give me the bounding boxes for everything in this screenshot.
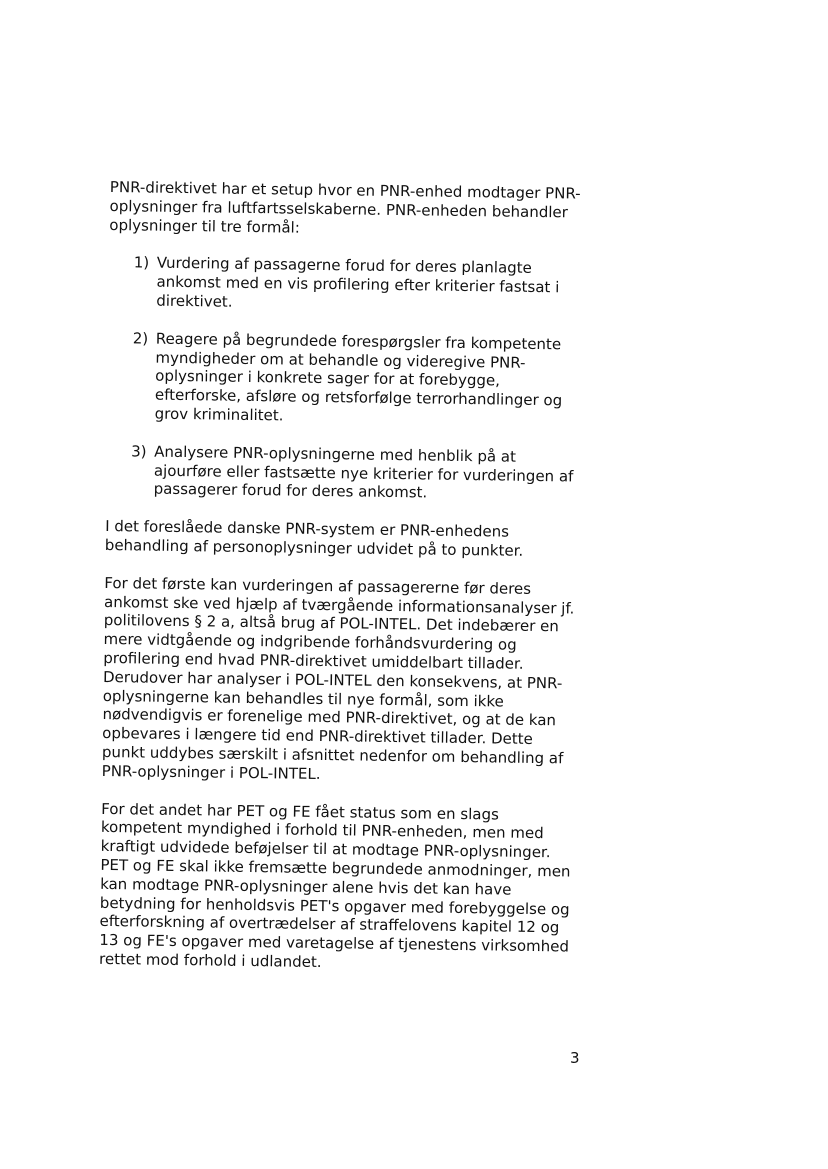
list-item-text: Reagere på begrundede forespørgsler fra kompetente myndigheder om at behandle og videregive PNR-oplysninger i konkrete sager for at forebygge, efterforske, afsløre og retsforfølge terrorhandlinger og grov kriminalitet. [154, 329, 563, 425]
document-body [99, 178, 588, 994]
list-item [108, 253, 587, 316]
page-number: 3 [570, 1049, 580, 1067]
list-item [107, 329, 586, 430]
list-item-number: 1) [133, 253, 150, 272]
list-item [106, 442, 585, 505]
list-item-number: 2) [132, 329, 149, 348]
purpose-list [106, 253, 587, 504]
danish-system-paragraph: I det foreslåede danske PNR-system er PNR-enhedens behandling af personoplysninger udvidet på to punkter. [104, 517, 524, 560]
intro-paragraph: PNR-direktivet har et setup hvor en PNR-enhed modtager PNR-oplysninger fra luftfartsselskaberne. PNR-enheden behandler oplysninger til tre formål: [109, 178, 581, 237]
pet-fe-paragraph: For det andet har PET og FE fået status som en slags kompetent myndighed i forhold til PNR-enheden, men med kraftigt udvidede beføjelser til at modtage PNR-oplysninger. PET og FE skal ikke fremsætte begrundede anmodninger, men kan modtage PNR-oplysninger alene hvis det kan have betydning for henholdsvis PET's opgaver med forebyggelse og efterforskning af overtrædelser af straffelovens kapitel 12 og 13 og FE's opgaver med varetagelse af tjenestens virksomhed rettet mod forhold i udlandet. [98, 799, 571, 971]
list-item-text: Vurdering af passagerne forud for deres planlagte ankomst med en vis profilering efter kriterier fastsat i direktivet. [156, 254, 560, 311]
list-item-number: 3) [131, 442, 147, 461]
pol-intel-paragraph: For det første kan vurderingen af passagererne før deres ankomst ske ved hjælp af tværgående informationsanalyser jf. politilovens § 2 a, altså brug af POL-INTEL. Det indebærer en mere vidtgående og indgribende forhåndsvurdering og profilering end hvad PNR-direktivet umiddelbart tillader. Derudover har analyser i POL-INTEL den konsekvens, at PNR-oplysningerne kan behandles til nye formål, som ikke nødvendigvis er forenelige med PNR-direktivet, og at de kan opbevares i længere tid end PNR-direktivet tillader. Dette punkt uddybes særskilt i afsnittet nedenfor om behandling af PNR-oplysninger i POL-INTEL. [101, 573, 575, 783]
list-item-text: Analysere PNR-oplysningerne med henblik på at ajourføre eller fastsætte nye kriterier for vurderingen af passagerer forud for deres ankomst. [153, 442, 574, 502]
